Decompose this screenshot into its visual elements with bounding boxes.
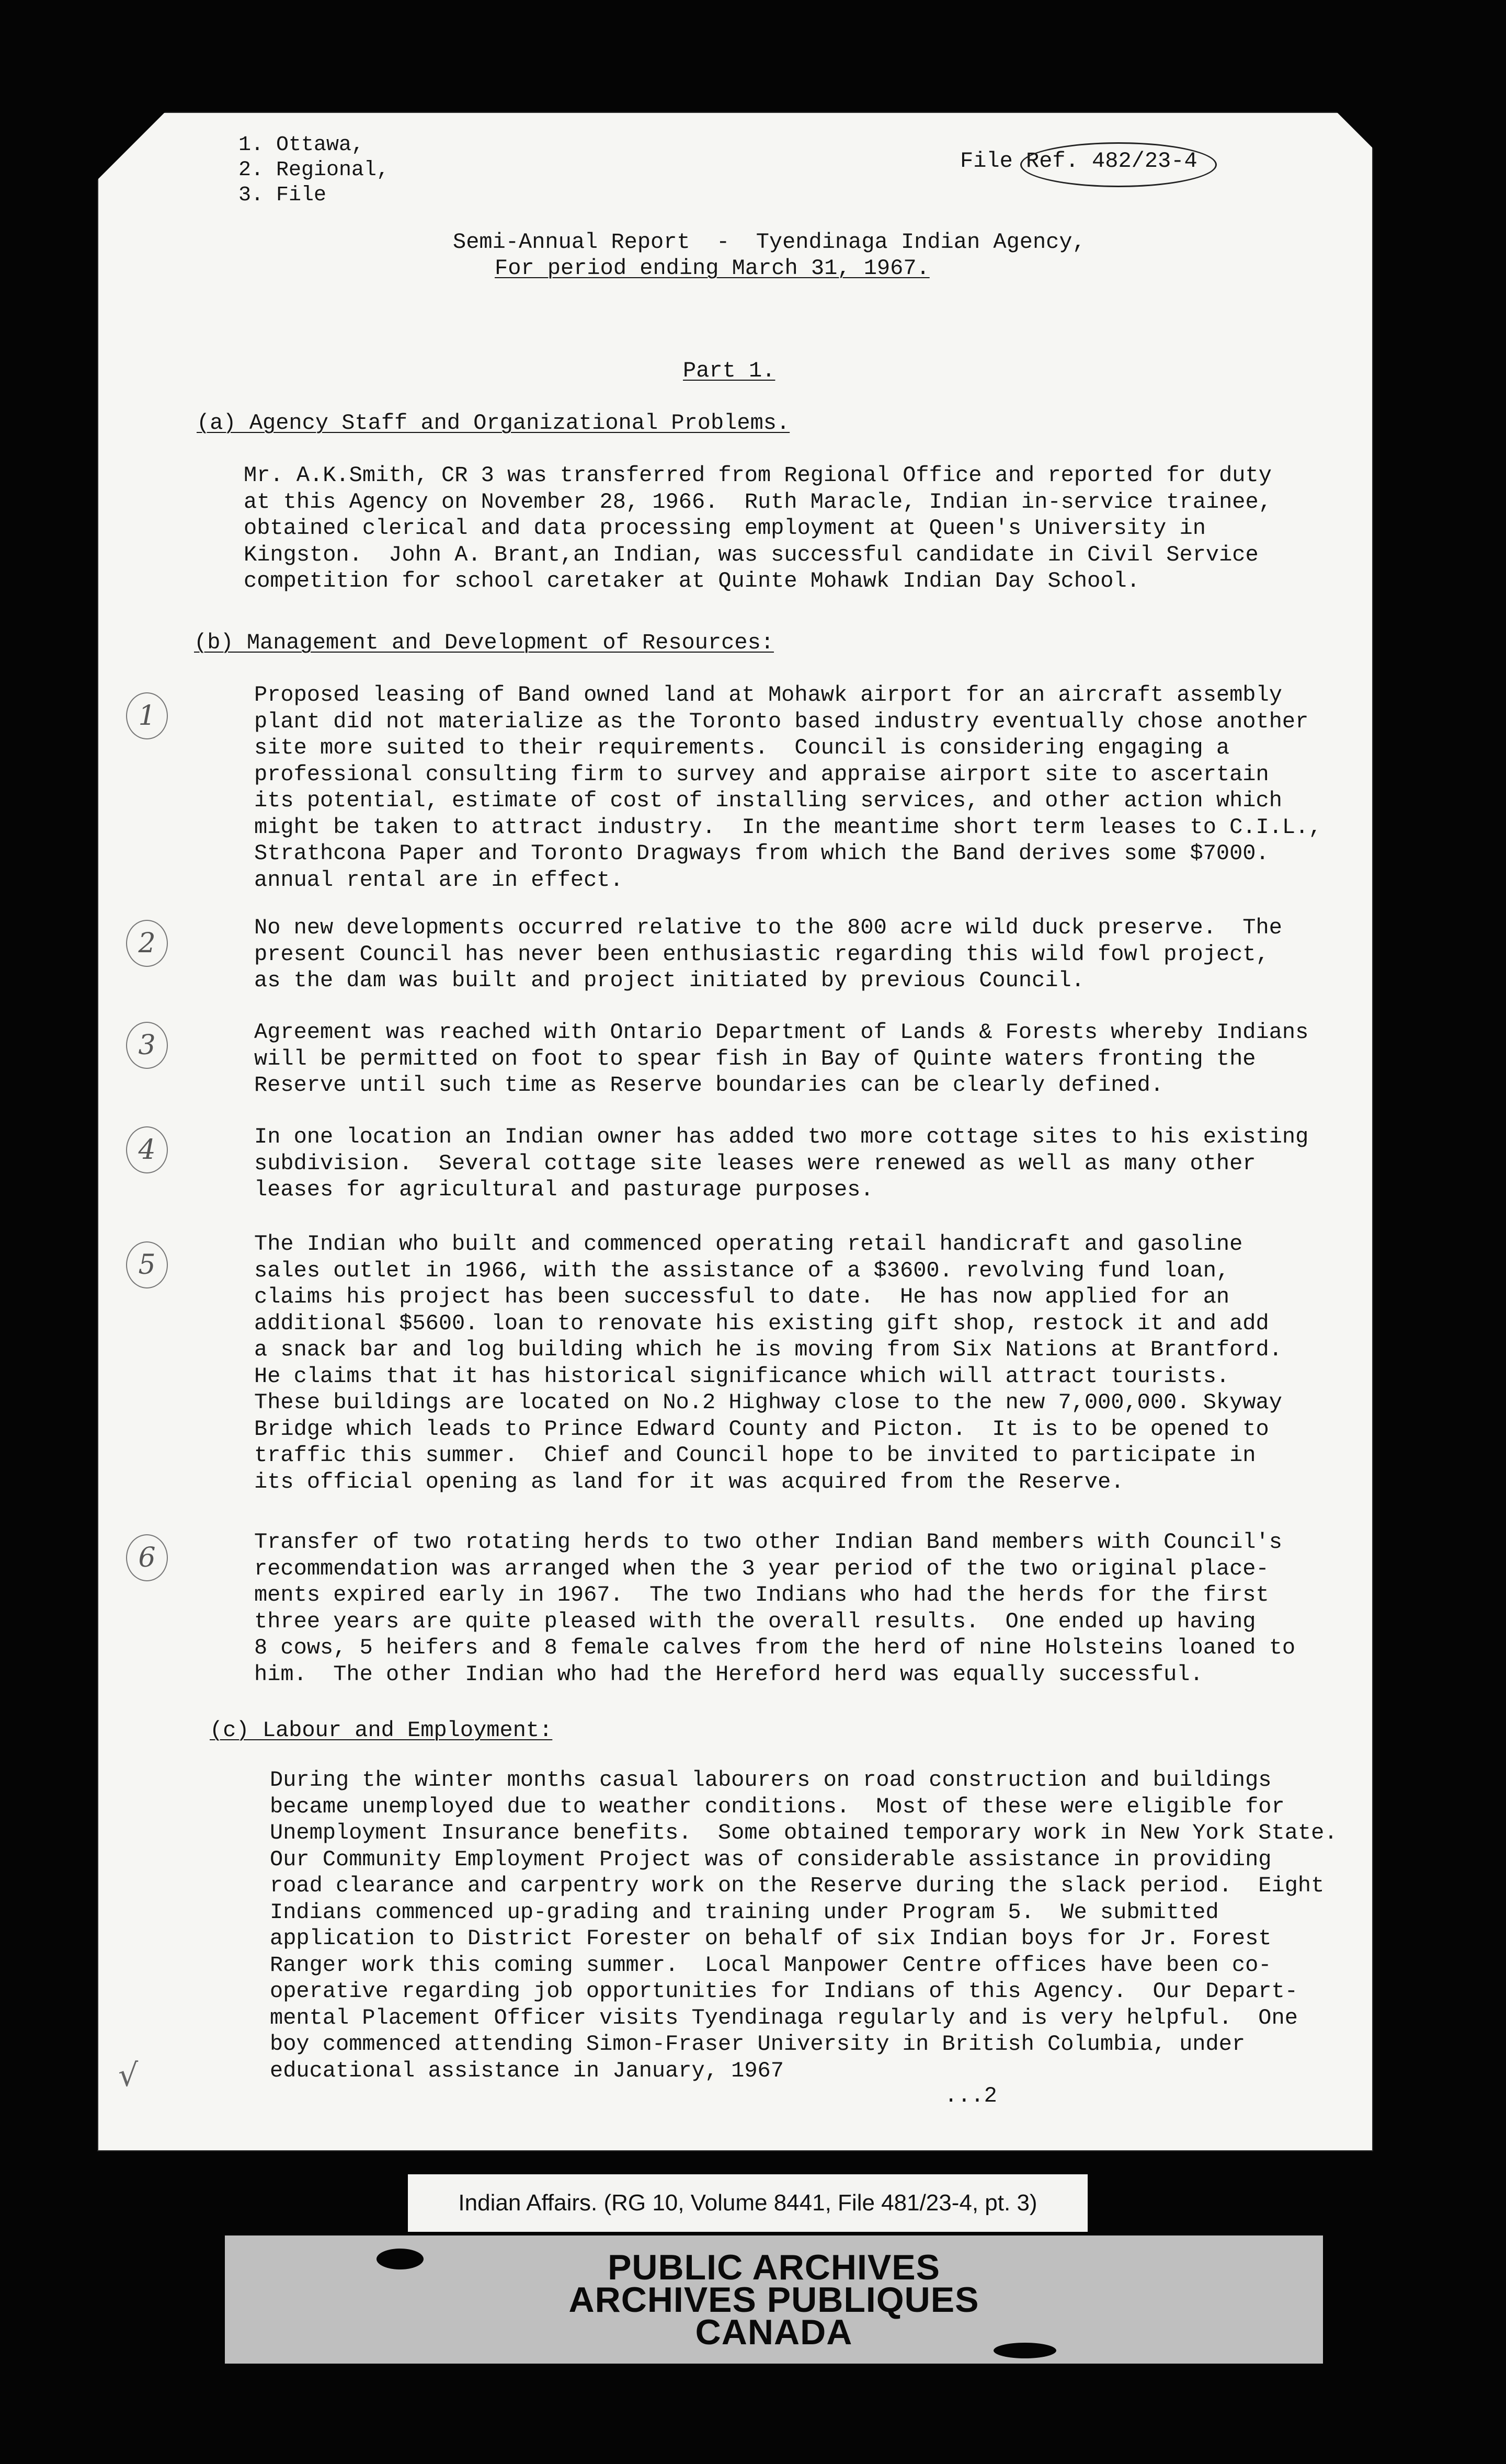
film-smudge: [994, 2343, 1056, 2358]
text-line: as the dam was built and project initiated by previous Council.: [254, 968, 1085, 993]
text-line: three years are quite pleased with the overall results. One ended up having: [254, 1609, 1256, 1634]
section-b-paragraph-4: [254, 1124, 1363, 1203]
text-line: Strathcona Paper and Toronto Dragways from which the Band derives some $7000.: [254, 841, 1269, 866]
text-line: Kingston. John A. Brant,an Indian, was successful candidate in Civil Service: [244, 542, 1259, 567]
section-b-paragraph-2: [254, 915, 1363, 994]
text-line: obtained clerical and data processing employment at Queen's University in: [244, 516, 1206, 541]
paragraph-marker: 1: [126, 692, 168, 739]
text-line: sales outlet in 1966, with the assistance of a $3600. revolving fund loan,: [254, 1258, 1230, 1283]
distribution-list: [238, 133, 389, 208]
text-line: mental Placement Officer visits Tyendinaga regularly and is very helpful. One: [270, 2005, 1298, 2030]
text-line: competition for school caretaker at Quinte Mohawk Indian Day School.: [244, 568, 1140, 594]
text-line: site more suited to their requirements. Council is considering engaging a: [254, 735, 1230, 760]
text-line: might be taken to attract industry. In the meantime short term leases to C.I.L.,: [254, 814, 1322, 840]
text-line: application to District Forester on behalf of six Indian boys for Jr. Forest: [270, 1926, 1272, 1951]
distribution-item: 3. File: [238, 184, 327, 207]
text-line: Transfer of two rotating herds to two other Indian Band members with Council's: [254, 1530, 1282, 1555]
text-line: 8 cows, 5 heifers and 8 female calves from the herd of nine Holsteins loaned to: [254, 1635, 1296, 1660]
text-line: its potential, estimate of cost of installing services, and other action which: [254, 788, 1282, 813]
file-ref-circle-mark: [1020, 142, 1217, 187]
paragraph-marker: 2: [126, 920, 168, 967]
text-line: annual rental are in effect.: [254, 867, 623, 893]
text-line: Mr. A.K.Smith, CR 3 was transferred from Regional Office and reported for duty: [244, 463, 1272, 488]
film-smudge: [376, 2249, 424, 2269]
text-line: a snack bar and log building which he is moving from Six Nations at Brantford.: [254, 1337, 1282, 1362]
distribution-item: 2. Regional,: [238, 158, 390, 182]
section-b-paragraph-1: [254, 682, 1363, 893]
text-line: During the winter months casual labourers on road construction and buildings: [270, 1767, 1272, 1793]
text-line: claims his project has been successful to date. He has now applied for an: [254, 1284, 1230, 1309]
section-c-heading: (c) Labour and Employment:: [210, 1718, 553, 1743]
text-line: present Council has never been enthusiastic regarding this wild fowl project,: [254, 941, 1269, 967]
stamp-line: CANADA: [695, 2312, 853, 2352]
handwritten-check-mark: √: [118, 2057, 139, 2094]
text-line: ments expired early in 1967. The two Indians who had the herds for the first: [254, 1582, 1269, 1607]
text-line: became unemployed due to weather conditions. Most of these were eligible for: [270, 1794, 1285, 1819]
text-line: Bridge which leads to Prince Edward County and Picton. It is to be opened to: [254, 1416, 1269, 1442]
text-line: Our Community Employment Project was of considerable assistance in providing: [270, 1846, 1272, 1872]
section-c-paragraph: [270, 1767, 1373, 2084]
page-corner-top-right: [1337, 112, 1373, 149]
report-title: Semi-Annual Report - Tyendinaga Indian Agency,: [453, 230, 1086, 255]
part-heading: Part 1.: [683, 358, 775, 383]
document-page: [97, 112, 1373, 2151]
text-line: plant did not materialize as the Toronto based industry eventually chose another: [254, 709, 1309, 734]
page-continuation: ...2: [944, 2083, 997, 2108]
distribution-item: 1. Ottawa,: [238, 133, 364, 157]
section-b-paragraph-3: [254, 1019, 1363, 1099]
text-line: Agreement was reached with Ontario Department of Lands & Forests whereby Indians: [254, 1020, 1309, 1045]
section-b-heading: (b) Management and Development of Resources:: [194, 630, 774, 655]
text-line: Ranger work this coming summer. Local Manpower Centre offices have been co-: [270, 1952, 1272, 1978]
archive-caption: Indian Affairs. (RG 10, Volume 8441, File 481/23-4, pt. 3): [408, 2174, 1088, 2232]
text-line: The Indian who built and commenced operating retail handicraft and gasoline: [254, 1231, 1243, 1257]
paragraph-marker: 5: [126, 1241, 168, 1288]
text-line: professional consulting firm to survey and appraise airport site to ascertain: [254, 761, 1269, 787]
section-a-paragraph: [244, 462, 1352, 595]
section-b-paragraph-6: [254, 1529, 1363, 1687]
paragraph-marker: 6: [126, 1534, 168, 1581]
text-line: Reserve until such time as Reserve boundaries can be clearly defined.: [254, 1073, 1164, 1098]
text-line: boy commenced attending Simon-Fraser University in British Columbia, under: [270, 2032, 1246, 2057]
text-line: will be permitted on foot to spear fish in Bay of Quinte waters fronting the: [254, 1046, 1256, 1071]
text-line: leases for agricultural and pasturage purposes.: [254, 1177, 874, 1202]
section-a-heading: (a) Agency Staff and Organizational Problems.: [197, 410, 790, 436]
section-b-paragraph-5: [254, 1231, 1363, 1495]
report-period: For period ending March 31, 1967.: [495, 256, 930, 281]
stamp-line: PUBLIC ARCHIVES: [608, 2248, 940, 2287]
stamp-line: ARCHIVES PUBLIQUES: [568, 2280, 979, 2320]
text-line: educational assistance in January, 1967: [270, 2058, 784, 2083]
text-line: Unemployment Insurance benefits. Some obtained temporary work in New York State.: [270, 1820, 1338, 1845]
text-line: Indians commenced up-grading and training under Program 5. We submitted: [270, 1899, 1219, 1925]
text-line: He claims that it has historical significance which will attract tourists.: [254, 1363, 1230, 1389]
paragraph-marker: 3: [126, 1022, 168, 1069]
text-line: No new developments occurred relative to the 800 acre wild duck preserve. The: [254, 915, 1282, 940]
text-line: operative regarding job opportunities for Indians of this Agency. Our Depart-: [270, 1979, 1298, 2004]
text-line: road clearance and carpentry work on the Reserve during the slack period. Eight: [270, 1873, 1325, 1898]
text-line: In one location an Indian owner has added two more cottage sites to his existing: [254, 1124, 1309, 1149]
text-line: traffic this summer. Chief and Council hope to be invited to participate in: [254, 1443, 1256, 1468]
text-line: at this Agency on November 28, 1966. Ruth Maracle, Indian in-service trainee,: [244, 489, 1272, 515]
text-line: him. The other Indian who had the Hereford herd was equally successful.: [254, 1661, 1203, 1687]
text-line: its official opening as land for it was acquired from the Reserve.: [254, 1469, 1124, 1495]
file-reference: File Ref. 482/23-4: [960, 149, 1197, 174]
text-line: These buildings are located on No.2 Highway close to the new 7,000,000. Skyway: [254, 1390, 1282, 1415]
text-line: Proposed leasing of Band owned land at Mohawk airport for an aircraft assembly: [254, 682, 1282, 708]
paragraph-marker: 4: [126, 1126, 168, 1173]
text-line: additional $5600. loan to renovate his existing gift shop, restock it and add: [254, 1310, 1269, 1336]
text-line: recommendation was arranged when the 3 year period of the two original place-: [254, 1556, 1269, 1581]
text-line: subdivision. Several cottage site leases were renewed as well as many other: [254, 1150, 1256, 1176]
page-corner-top-left: [97, 112, 165, 180]
